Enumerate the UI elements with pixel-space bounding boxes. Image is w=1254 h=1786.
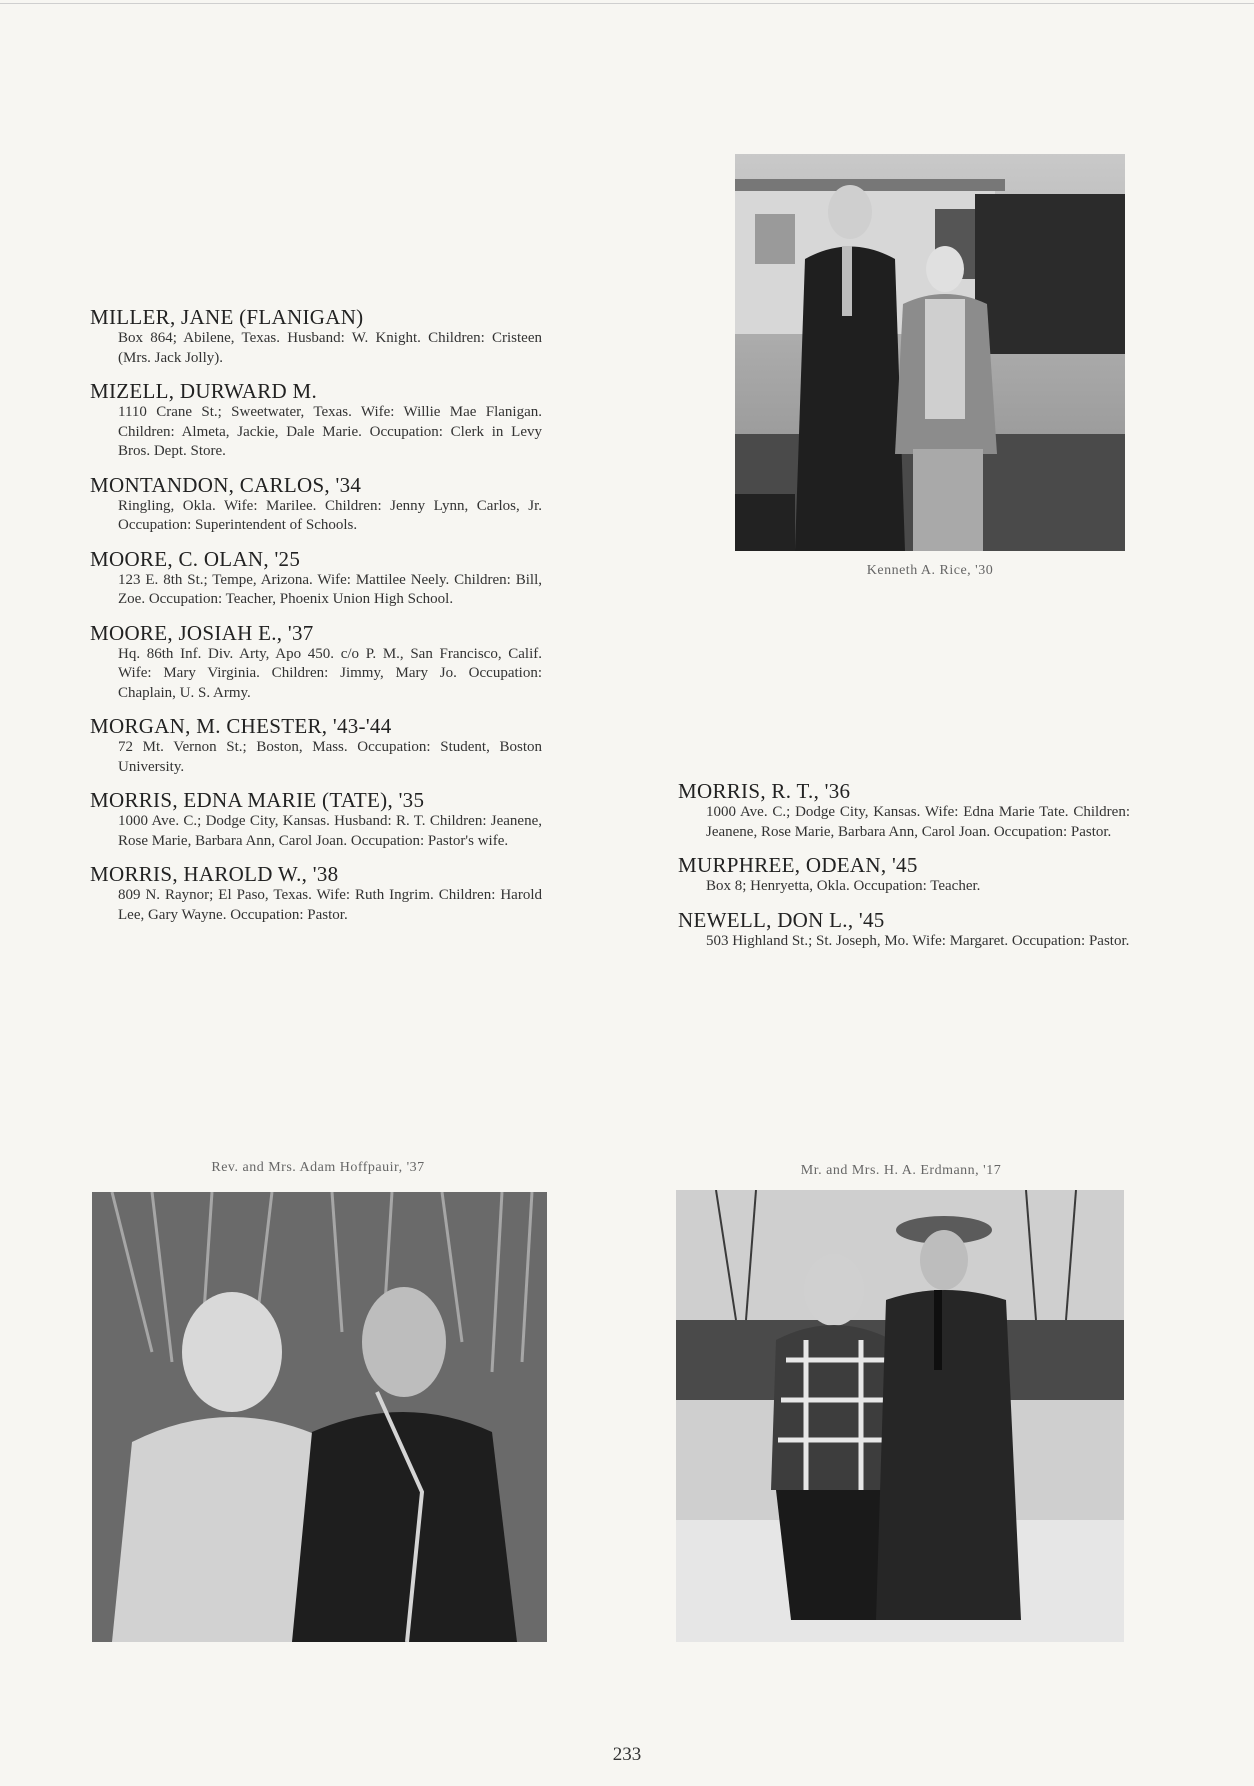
entry-details: Hq. 86th Inf. Div. Arty, Apo 450. c/o P. M., San Francisco, Calif. Wife: Mary Virginia. Children: Jimmy, Mary Jo. Occupation: Chaplain, U. S. Army.	[118, 645, 542, 701]
entry-name: NEWELL, DON L., '45	[678, 907, 885, 932]
entry-details: 1000 Ave. C.; Dodge City, Kansas. Husband: R. T. Children: Jeanene, Rose Marie, Barbara Ann, Carol Joan. Occupation: Pastor's wife.	[118, 813, 542, 849]
entry-details: Box 864; Abilene, Texas. Husband: W. Knight. Children: Cristeen (Mrs. Jack Jolly).	[118, 330, 542, 366]
photo-hoffpauir	[92, 1192, 547, 1642]
entry-name: MOORE, JOSIAH E., '37	[90, 620, 314, 645]
entry-name: MOORE, C. OLAN, '25	[90, 546, 301, 571]
photo-erdmann-image	[676, 1190, 1124, 1642]
directory-entry	[90, 306, 542, 368]
entry-name: MORRIS, EDNA MARIE (TATE), '35	[90, 788, 425, 812]
photo-rice	[735, 154, 1125, 551]
left-entry-column	[90, 306, 542, 937]
directory-entry	[678, 909, 1130, 952]
entry-details: 809 N. Raynor; El Paso, Texas. Wife: Ruth Ingrim. Children: Harold Lee, Gary Wayne. Occupation: Pastor.	[118, 887, 542, 923]
entry-name: MONTANDON, CARLOS, '34	[90, 472, 362, 497]
photo-erdmann	[676, 1190, 1124, 1642]
entry-name: MORRIS, R. T., '36	[678, 779, 851, 803]
photo-hoffpauir-image	[92, 1192, 547, 1642]
directory-entry	[90, 474, 542, 536]
directory-entry	[90, 380, 542, 462]
entry-name: MIZELL, DURWARD M.	[90, 379, 318, 403]
entry-details: Box 8; Henryetta, Okla. Occupation: Teacher.	[706, 878, 981, 894]
photo-erdmann-caption: Mr. and Mrs. H. A. Erdmann, '17	[800, 1163, 1002, 1178]
directory-entry	[90, 622, 542, 704]
page-number: 233	[612, 1744, 642, 1765]
photo-hoffpauir-caption: Rev. and Mrs. Adam Hoffpauir, '37	[211, 1160, 425, 1175]
entry-details: 503 Highland St.; St. Joseph, Mo. Wife: Margaret. Occupation: Pastor.	[706, 932, 1130, 949]
entry-name: MORRIS, HAROLD W., '38	[90, 862, 339, 886]
photo-rice-caption: Kenneth A. Rice, '30	[866, 563, 994, 578]
directory-entry	[678, 780, 1130, 842]
directory-entry	[90, 789, 542, 851]
entry-name: MORGAN, M. CHESTER, '43-'44	[90, 714, 392, 738]
top-rule	[0, 3, 1254, 4]
right-entry-column	[678, 780, 1130, 963]
entry-details: 1000 Ave. C.; Dodge City, Kansas. Wife: Edna Marie Tate. Children: Jeanene, Rose Marie, Barbara Ann, Carol Joan. Occupation: Pastor.	[706, 804, 1130, 840]
directory-entry	[90, 715, 542, 777]
directory-entry	[678, 854, 1130, 897]
entry-name: MILLER, JANE (FLANIGAN)	[90, 305, 364, 329]
directory-entry	[90, 863, 542, 925]
entry-details: 1110 Crane St.; Sweetwater, Texas. Wife: Willie Mae Flanigan. Children: Almeta, Jackie, Dale Marie. Occupation: Clerk in Levy Bros. Dept. Store.	[118, 404, 542, 459]
directory-entry	[90, 548, 542, 610]
entry-name: MURPHREE, ODEAN, '45	[678, 853, 918, 877]
entry-details: 72 Mt. Vernon St.; Boston, Mass. Occupation: Student, Boston University.	[118, 739, 542, 775]
photo-rice-image	[735, 154, 1125, 551]
entry-details: Ringling, Okla. Wife: Marilee. Children: Jenny Lynn, Carlos, Jr. Occupation: Superintendent of Schools.	[118, 497, 542, 533]
entry-details: 123 E. 8th St.; Tempe, Arizona. Wife: Mattilee Neely. Children: Bill, Zoe. Occupation: Teacher, Phoenix Union High School.	[118, 571, 542, 607]
